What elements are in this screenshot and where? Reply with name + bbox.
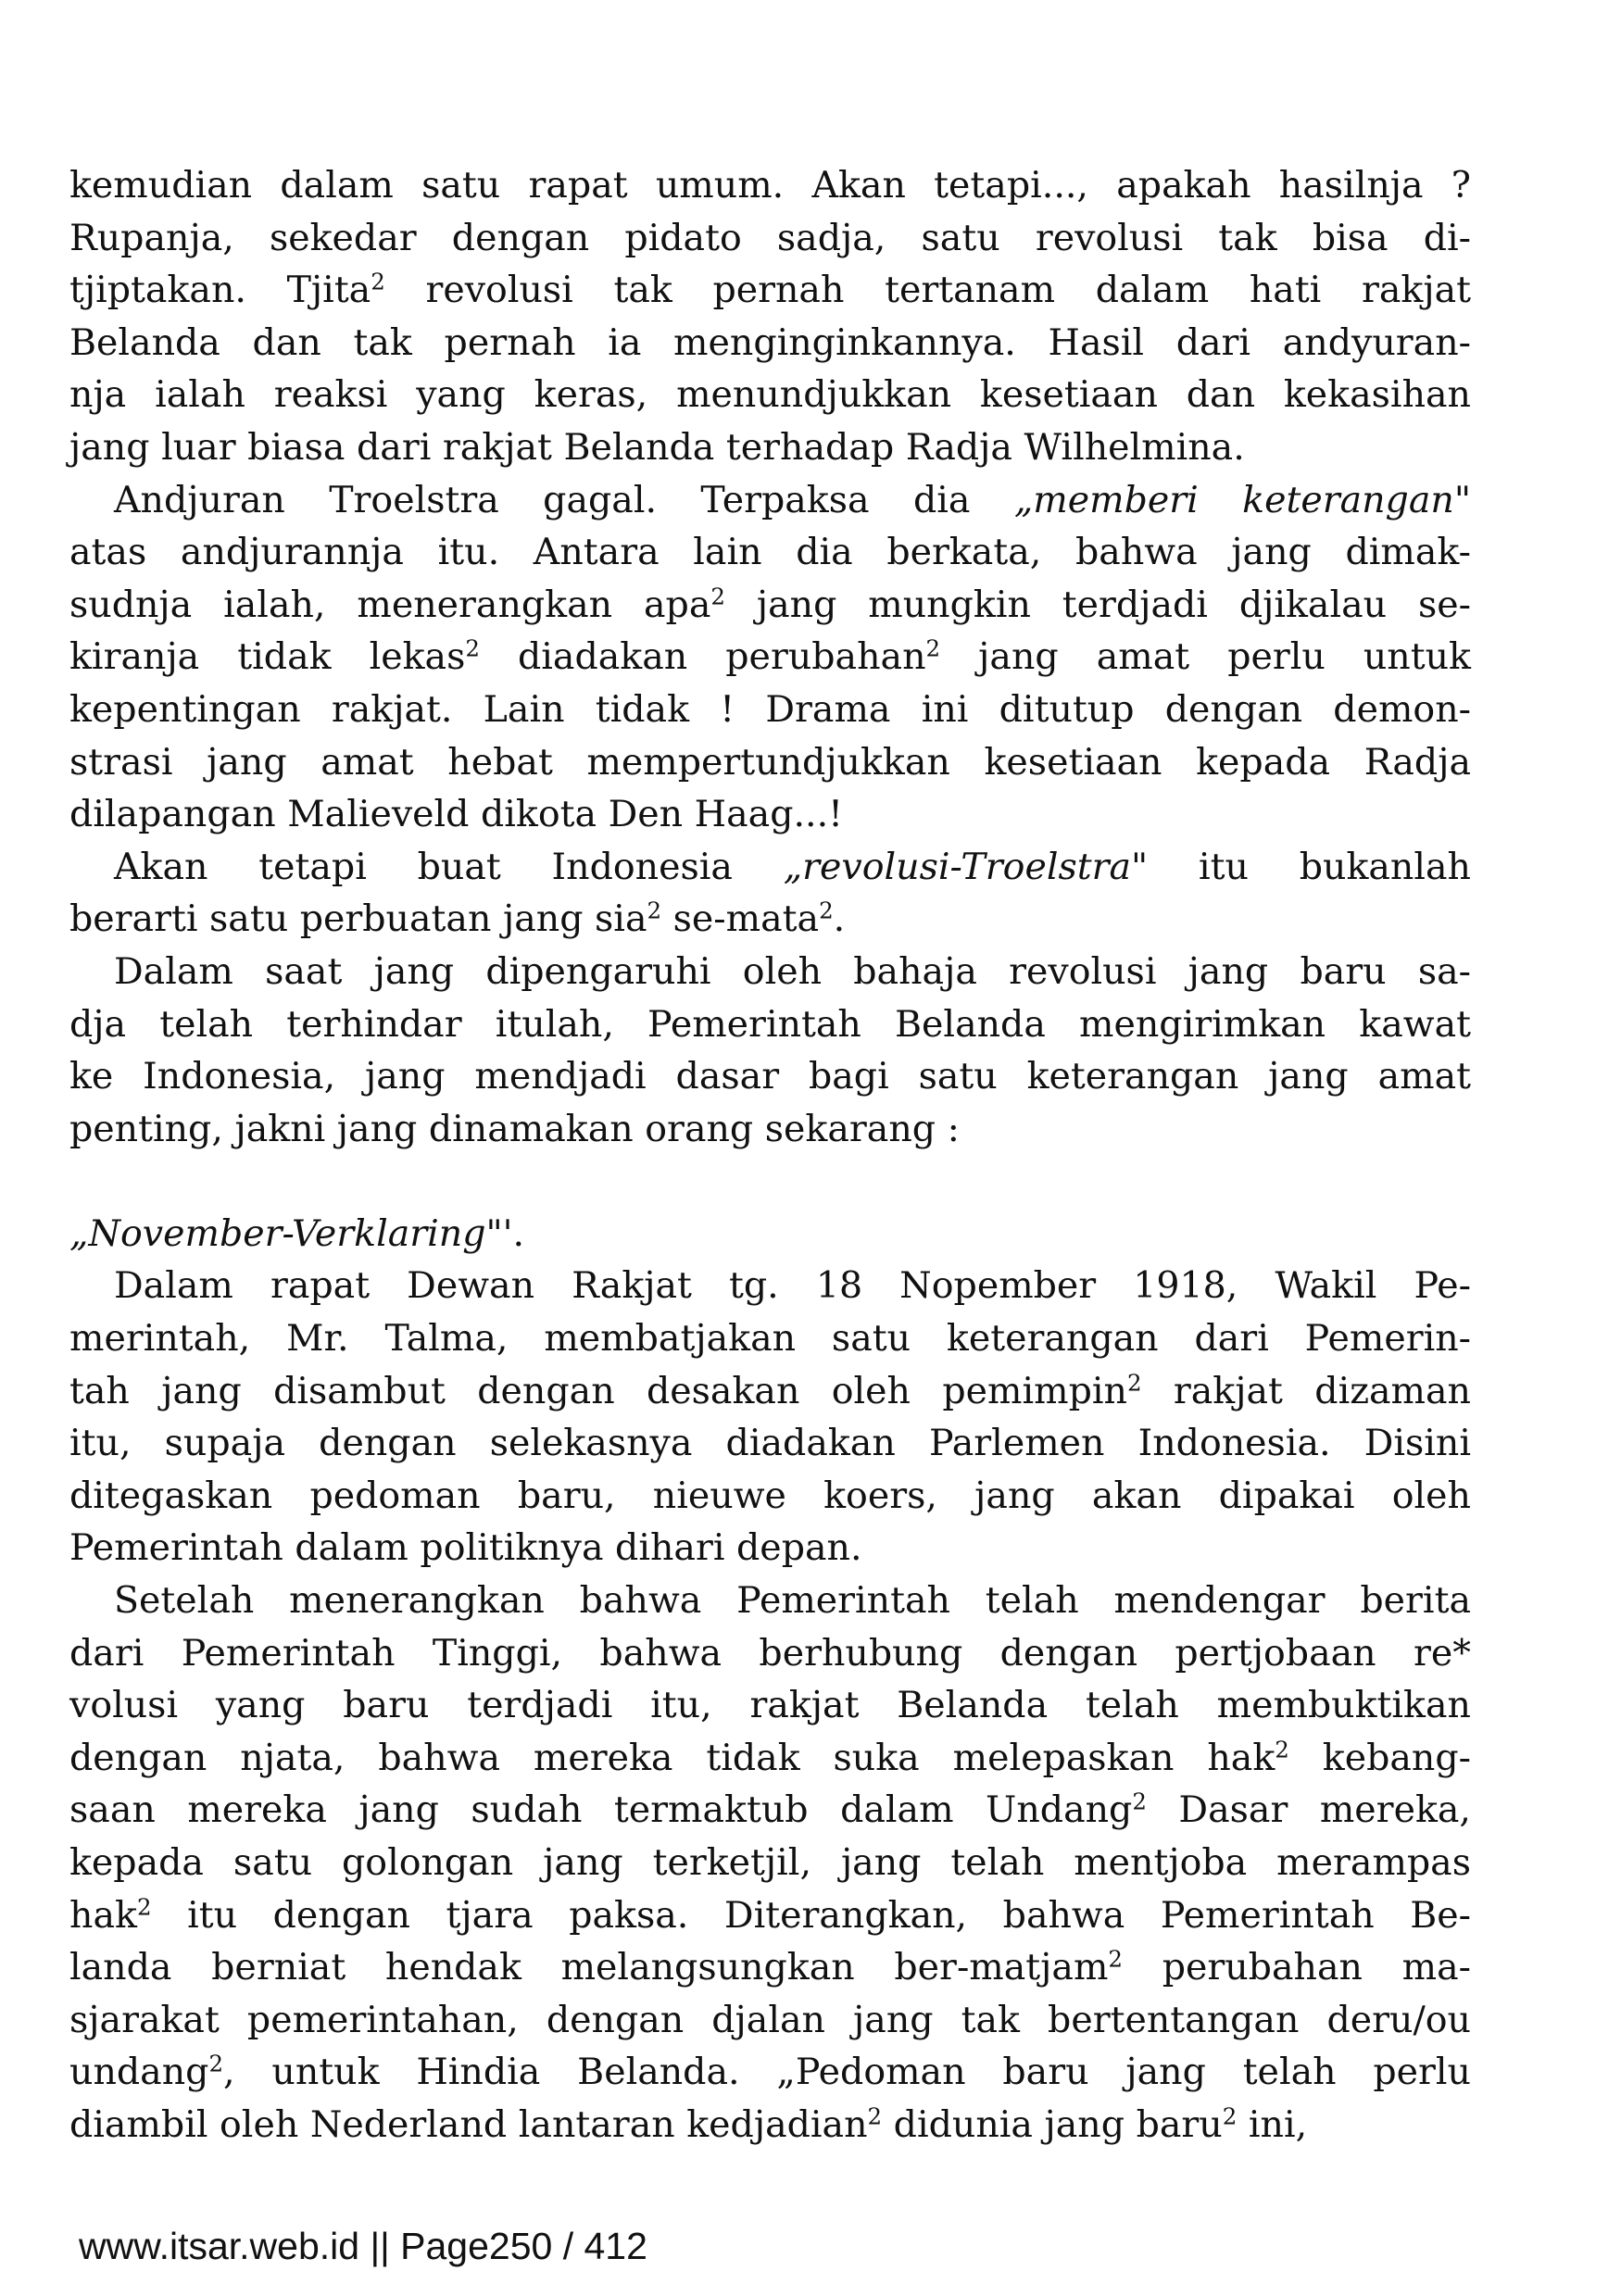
text-line: Dalam saat jang dipengaruhi oleh bahaja revolusi jang baru sa- bbox=[114, 949, 1471, 993]
section-heading: „November-Verklaring"'. bbox=[69, 1211, 525, 1255]
text-line: jang luar biasa dari rakjat Belanda terhadap Radja Wilhelmina. bbox=[69, 425, 1245, 469]
text-line: Belanda dan tak pernah ia menginginkannya. Hasil dari andyuran- bbox=[69, 320, 1471, 364]
text-line: undang$^2$, untuk Hindia Belanda. „Pedoman baru jang telah perlu bbox=[69, 2050, 1471, 2094]
text-line: ditegaskan pedoman baru, nieuwe koers, jang akan dipakai oleh bbox=[69, 1474, 1471, 1517]
text-line: strasi jang amat hebat mempertundjukkan kesetiaan kepada Radja bbox=[69, 740, 1471, 784]
text-line: kiranja tidak lekas$^2$ diadakan perubahan$^2$ jang amat perlu untuk bbox=[69, 634, 1471, 679]
text-line: saan mereka jang sudah termaktub dalam Undang$^2$ Dasar mereka, bbox=[69, 1788, 1471, 1832]
text-line: diambil oleh Nederland lantaran kedjadian$^2$ didunia jang baru$^2$ ini, bbox=[69, 2102, 1308, 2146]
paragraph-gap bbox=[69, 1155, 1471, 1208]
text-line: Rupanja, sekedar dengan pidato sadja, satu revolusi tak bisa di- bbox=[69, 216, 1471, 259]
text-line: kepentingan rakjat. Lain tidak ! Drama ini ditutup dengan demon- bbox=[69, 687, 1471, 731]
text-line: dari Pemerintah Tinggi, bahwa berhubung dengan pertjobaan re* bbox=[69, 1631, 1471, 1675]
text-line: hak$^2$ itu dengan tjara paksa. Diterangkan, bahwa Pemerintah Be- bbox=[69, 1893, 1471, 1937]
text-line: merintah, Mr. Talma, membatjakan satu keterangan dari Pemerin- bbox=[69, 1317, 1471, 1361]
text-line: Akan tetapi buat Indonesia „revolusi-Troelstra" itu bukanlah bbox=[114, 845, 1471, 888]
text-line: kemudian dalam satu rapat umum. Akan tetapi..., apakah hasilnja ? bbox=[69, 164, 1471, 207]
text-line: Andjuran Troelstra gagal. Terpaksa dia „memberi keterangan" bbox=[114, 478, 1472, 521]
text-line: dengan njata, bahwa mereka tidak suka melepaskan hak$^2$ kebang- bbox=[69, 1736, 1471, 1779]
text-line: dja telah terhindar itulah, Pemerintah Belanda mengirimkan kawat bbox=[69, 1002, 1471, 1046]
text-line: tah jang disambut dengan desakan oleh pemimpin$^2$ rakjat dizaman bbox=[69, 1369, 1472, 1412]
text-line: nja ialah reaksi yang keras, menundjukkan kesetiaan dan kekasihan bbox=[69, 373, 1471, 417]
text-line: berarti satu perbuatan jang sia$^2$ se-mata$^2$. bbox=[69, 897, 846, 941]
text-line: Pemerintah dalam politiknya dihari depan. bbox=[69, 1526, 862, 1570]
text-line: sjarakat pemerintahan, dengan djalan jang tak bertentangan deru/ou bbox=[69, 1998, 1471, 2041]
text-line: Dalam rapat Dewan Rakjat tg. 18 Nopember 1918, Wakil Pe- bbox=[114, 1264, 1471, 1308]
text-line: tjiptakan. Tjita$^2$ revolusi tak pernah tertanam dalam hati rakjat bbox=[69, 268, 1472, 312]
text-line: volusi yang baru terdjadi itu, rakjat Belanda telah membuktikan bbox=[69, 1684, 1471, 1727]
text-line: penting, jakni jang dinamakan orang sekarang : bbox=[69, 1107, 960, 1150]
text-line: atas andjurannja itu. Antara lain dia berkata, bahwa jang dimak- bbox=[69, 531, 1471, 574]
text-line: sudnja ialah, menerangkan apa$^2$ jang mungkin terdjadi djikalau se- bbox=[69, 583, 1471, 626]
text-line: landa berniat hendak melangsungkan ber-matjam$^2$ perubahan ma- bbox=[69, 1945, 1471, 1989]
page-footer: www.itsar.web.id || Page250 / 412 bbox=[79, 2225, 647, 2267]
text-line: Setelah menerangkan bahwa Pemerintah telah mendengar berita bbox=[114, 1579, 1471, 1623]
text-line: itu, supaja dengan selekasnya diadakan Parlemen Indonesia. Disini bbox=[69, 1422, 1471, 1465]
text-line: dilapangan Malieveld dikota Den Haag...! bbox=[69, 793, 844, 836]
text-line: ke Indonesia, jang mendjadi dasar bagi satu keterangan jang amat bbox=[69, 1055, 1471, 1098]
text-line: kepada satu golongan jang terketjil, jang telah mentjoba merampas bbox=[69, 1841, 1471, 1884]
body-text bbox=[69, 159, 1471, 2152]
